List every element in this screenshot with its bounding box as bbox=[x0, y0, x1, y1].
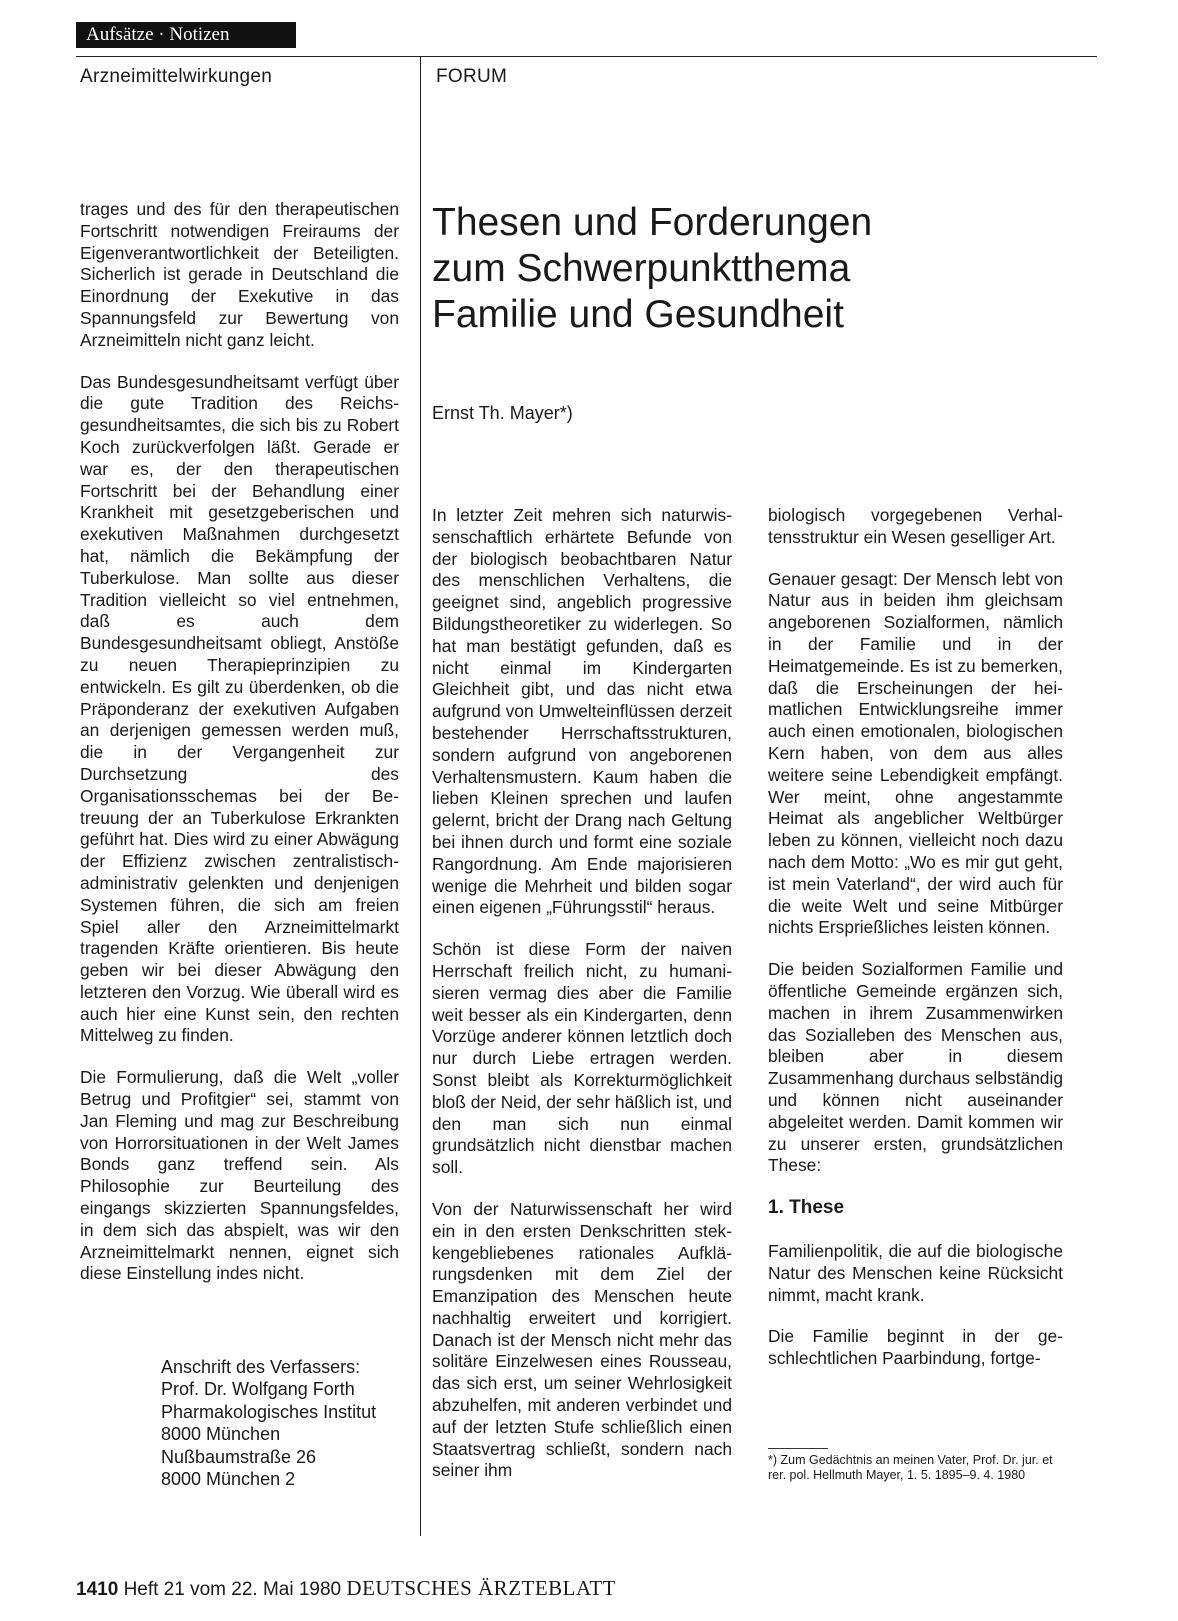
paragraph: Familienpolitik, die auf die biologische Natur des Menschen keine Rücksicht nimmt, macht krank. bbox=[768, 1240, 1063, 1305]
title-line: zum Schwerpunktthema bbox=[432, 247, 851, 290]
paragraph: trages und des für den therapeutischen Fortschritt notwendigen Freiraums der Eigenverantwortlichkeit der Beteiligten. Sicherlich ist gerade in Deutschland die Einordnung der Exekutive in das Spannungsfeld zur Bewertung von Arzneimitteln nicht ganz leicht. bbox=[80, 199, 399, 350]
author-byline: Ernst Th. Mayer*) bbox=[432, 403, 573, 423]
author-address bbox=[161, 1356, 376, 1490]
top-rule bbox=[76, 56, 1097, 57]
page-footer bbox=[76, 1576, 616, 1601]
paragraph: biologisch vorgegebenen Verhaltensstruktur ein Wesen geselliger Art. bbox=[768, 505, 1063, 547]
paragraph: Schön ist diese Form der naiven Herrschaft freilich nicht, zu humanisieren vermag dies aber die Familie weit besser als ein Kindergarten, denn Vorzüge anderer können letztlich doch nur durch Liebe ertragen werden. Sonst bleibt als Korrekturmöglichkeit bloß der Neid, der sehr häßlich ist, und den man sich nun einmal grundsätzlich nicht dienstbar machen soll. bbox=[432, 939, 732, 1178]
paragraph: Das Bundesgesundheitsamt verfügt über die gute Tradition des Reichsgesundheitsamtes, die sich bis zu Robert Koch zurückverfolgen läßt. Gerade er war es, der den therapeutischen Fortschritt bei der Behandlung einer Krankheit mit gesetzgeberischen und exekutiven Maßnahmen durchgesetzt hat, nämlich die Bekämpfung der Tuberkulose. Man sollte aus dieser Tradition vielleicht so viel entnehmen, daß es auch dem Bundesgesundheitsamt obliegt, Anstöße zu neuen Therapieprinzipien zu entwickeln. Es gilt zu überdenken, ob die Präponderanz der exekutiven Aufgaben an derjenigen gemessen werden muß, die in der Vergangenheit zur Durchsetzung des Organisationsschemas bei der Betreuung der an Tuberkulose Erkrankten geführt hat. Dies wird zu einer Abwägung der Effizienz zwischen zentralistisch-administrativ gelenkten und denjenigen Systemen führen, die sich am freien Spiel aller den Arzneimittelmarkt tragenden Kräfte orientieren. Bis heute geben wir bei dieser Abwägung den letzteren den Vorzug. Wie überall wird es auch hier eine Kunst sein, den rechten Mittelweg zu finden. bbox=[80, 371, 399, 1046]
rubric-left: Arzneimittelwirkungen bbox=[80, 66, 273, 87]
section-tag: Aufsätze · Notizen bbox=[76, 22, 296, 48]
right-column bbox=[768, 505, 1063, 1390]
column-divider bbox=[420, 56, 421, 1536]
magazine-name: DEUTSCHES ÄRZTEBLATT bbox=[346, 1576, 616, 1600]
middle-column bbox=[432, 505, 732, 1502]
paragraph: Von der Naturwissenschaft her wird ein in den ersten Denkschritten stekkengebliebenes rationales Aufklärungsdenken mit dem Ziel der Emanzipation des Menschen heute nachhaltig erweitert und korrigiert. Danach ist der Mensch nicht mehr das solitäre Einzelwesen eines Rousseau, das sich erst, um seiner Wehrlosigkeit abzuhelfen, mit anderen verbindet und auf der letzten Stufe schließlich einen Staatsvertrag schließt, sondern nach seiner ihm bbox=[432, 1198, 732, 1481]
footnote-rule bbox=[768, 1448, 828, 1449]
section-heading: 1. These bbox=[768, 1197, 845, 1219]
left-column bbox=[80, 199, 399, 1305]
title-line: Thesen und Forderungen bbox=[432, 201, 873, 244]
address-line: Nußbaumstraße 26 bbox=[161, 1446, 317, 1467]
footnote: *) Zum Gedächtnis an meinen Vater, Prof. Dr. jur. et rer. pol. Hellmuth Mayer, 1. 5. 1895–9. 4. 1980 bbox=[768, 1453, 1053, 1482]
paragraph: In letzter Zeit mehren sich naturwissenschaftlich erhärtete Befunde von der biologisch beobachtbaren Natur des menschlichen Verhaltens, die geeignet sind, angeblich progressive Bildungstheoretiker zu widerlegen. So hat man bestätigt gefunden, daß es nicht einmal im Kindergarten Gleichheit gibt, und das nicht etwa aufgrund von Umwelteinflüssen derzeit bestehender Herrschaftsstrukturen, sondern aufgrund von angeborenen Verhaltensmustern. Kaum haben die lieben Kleinen sprechen und laufen gelernt, bricht der Drang nach Geltung bei ihnen durch und formt eine soziale Rangordnung. Am Ende majorisieren wenige die Mehrheit und bilden sogar einen eigenen „Führungsstil“ heraus. bbox=[432, 505, 732, 918]
address-line: Pharmakologisches Institut bbox=[161, 1401, 377, 1422]
address-line: 8000 München bbox=[161, 1424, 281, 1445]
address-line: Prof. Dr. Wolfgang Forth bbox=[161, 1379, 355, 1400]
paragraph: Genauer gesagt: Der Mensch lebt von Natur aus in beiden ihm gleichsam angeborenen Sozialformen, nämlich in der Familie und in der Heimatgemeinde. Es ist zu bemerken, daß die Erscheinungen der heimatlichen Entwicklungsreihe immer auch einen emotionalen, biologischen Kern haben, von dem aus alles weitere seine Lebendigkeit empfängt. Wer meint, ohne angestammte Heimat als angeblicher Weltbürger leben zu können, vielleicht noch dazu nach dem Motto: „Wo es mir gut geht, ist mein Vaterland“, der wird auch für die weite Welt und seine Mitbürger nichts Ersprießliches leisten können. bbox=[768, 568, 1063, 938]
address-line: 8000 München 2 bbox=[161, 1469, 296, 1490]
address-line: Anschrift des Verfassers: bbox=[161, 1357, 361, 1377]
title-line: Familie und Gesundheit bbox=[432, 293, 844, 336]
paragraph: Die Familie beginnt in der geschlechtlichen Paarbindung, fortge- bbox=[768, 1326, 1063, 1369]
rubric-right: FORUM bbox=[436, 66, 508, 87]
issue-info: Heft 21 vom 22. Mai 1980 bbox=[123, 1579, 342, 1600]
paragraph: Die beiden Sozialformen Familie und öffentliche Gemeinde ergänzen sich, machen in ihrem Zusammenwirken das Sozialleben des Menschen aus, bleiben aber in diesem Zusammenhang durchaus selbständig und können nicht auseinander abgeleitet werden. Damit kommen wir zu unserer ersten, grundsätzlichen These: bbox=[768, 959, 1063, 1176]
page-number: 1410 bbox=[76, 1579, 119, 1600]
article-title bbox=[432, 200, 1072, 338]
paragraph: Die Formulierung, daß die Welt „voller Betrug und Profitgier“ sei, stammt von Jan Fleming und mag zur Beschreibung von Horrorsituationen in der Welt James Bonds ganz treffend sein. Als Philosophie zur Beurteilung des eingangs skizzierten Spannungsfeldes, in dem sich das abspielt, was wir den Arzneimittelmarkt nennen, eignet sich diese Einstellung indes nicht. bbox=[80, 1067, 399, 1284]
